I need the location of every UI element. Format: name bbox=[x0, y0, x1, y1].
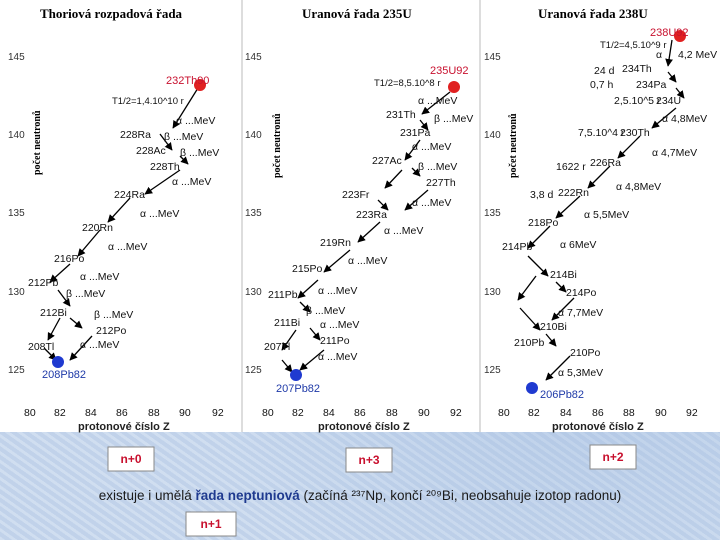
label-isotope: 210Pb bbox=[514, 337, 545, 349]
footer-note bbox=[0, 488, 720, 504]
label-232Th: 232Th90 bbox=[166, 75, 210, 87]
series-label-neptunium: n+1 bbox=[200, 517, 222, 531]
x-tick: 86 bbox=[354, 407, 366, 419]
label-halflife: 7,5.10^4 r bbox=[578, 127, 625, 139]
label-isotope: 227Th bbox=[426, 177, 456, 189]
label-decay: α ...MeV bbox=[418, 95, 458, 107]
label-decay: β ...MeV bbox=[66, 288, 106, 300]
y-tick: 140 bbox=[245, 130, 262, 141]
label-decay: α ...MeV bbox=[80, 271, 120, 283]
label-isotope: 226Ra bbox=[590, 157, 621, 169]
label-isotope: 231Pa bbox=[400, 127, 431, 139]
x-axis-label-thorium: protonové číslo Z bbox=[78, 421, 170, 433]
panel-title-uranium235: Uranová řada 235U bbox=[302, 6, 412, 21]
end-isotope-dot bbox=[290, 369, 302, 381]
label-decay: α ...MeV bbox=[172, 176, 212, 188]
x-axis-label-uranium238: protonové číslo Z bbox=[552, 421, 644, 433]
x-tick: 80 bbox=[24, 407, 36, 419]
label-207Pb: 207Pb82 bbox=[276, 383, 321, 395]
label-isotope: 223Ra bbox=[356, 209, 387, 221]
y-axis-label-uranium238: počet neutronů bbox=[508, 113, 519, 178]
label-energy: 4,2 MeV bbox=[678, 49, 718, 61]
x-tick: 92 bbox=[686, 407, 698, 419]
series-label-box-thorium bbox=[108, 447, 154, 471]
label-halflife: 24 d bbox=[594, 65, 615, 77]
label-decay: α ...MeV bbox=[412, 197, 452, 209]
x-tick: 90 bbox=[179, 407, 191, 419]
panel-title-uranium238: Uranová řada 238U bbox=[538, 6, 648, 21]
label-decay: β ...MeV bbox=[94, 309, 134, 321]
x-tick: 84 bbox=[560, 407, 572, 419]
label-decay: β ...MeV bbox=[180, 147, 220, 159]
label-decay: α bbox=[656, 49, 663, 61]
x-ticks bbox=[24, 407, 698, 419]
footer-text-pre: existuje i umělá bbox=[98, 488, 196, 503]
label-decay: α 5,5MeV bbox=[584, 209, 630, 221]
y-tick: 130 bbox=[484, 287, 501, 298]
label-isotope: 219Rn bbox=[320, 237, 351, 249]
start-isotope-dot bbox=[448, 81, 460, 93]
label-isotope: 222Rn bbox=[558, 187, 589, 199]
label-decay: α ...MeV bbox=[318, 351, 358, 363]
label-isotope: 208Tl bbox=[28, 341, 55, 353]
label-decay: β ...MeV bbox=[434, 113, 474, 125]
label-decay: β ...MeV bbox=[164, 131, 204, 143]
label-208Pb: 208Pb82 bbox=[42, 369, 87, 381]
label-isotope: 210Bi bbox=[540, 321, 567, 333]
footer-text-post: (začíná ²³⁷Np, končí ²⁰⁹Bi, neobsahuje izotop radonu) bbox=[299, 488, 622, 503]
x-tick: 80 bbox=[262, 407, 274, 419]
x-tick: 86 bbox=[592, 407, 604, 419]
y-tick: 145 bbox=[484, 52, 501, 63]
series-label-thorium: n+0 bbox=[120, 452, 142, 466]
label-isotope: 228Ra bbox=[120, 129, 151, 141]
label-isotope: 228Th bbox=[150, 161, 180, 173]
label-decay: α ...MeV bbox=[320, 319, 360, 331]
label-halflife: 2,5.10^5 r bbox=[614, 95, 661, 107]
label-isotope: 214Pb bbox=[502, 241, 533, 253]
x-tick: 82 bbox=[54, 407, 66, 419]
y-axis-label-uranium235: počet neutronů bbox=[272, 113, 283, 178]
label-isotope: 224Ra bbox=[114, 189, 145, 201]
y-tick: 140 bbox=[8, 130, 25, 141]
label-isotope: 216Po bbox=[54, 253, 85, 265]
label-decay: α ...MeV bbox=[80, 339, 120, 351]
label-halflife: T1/2=1,4.10^10 r bbox=[112, 96, 184, 107]
panel-thorium-bg bbox=[0, 0, 242, 432]
label-isotope: 234U bbox=[656, 95, 682, 107]
label-decay: α 7,7MeV bbox=[558, 307, 604, 319]
y-tick: 125 bbox=[245, 365, 262, 376]
series-label-box-uranium235 bbox=[346, 448, 392, 472]
x-tick: 90 bbox=[418, 407, 430, 419]
label-isotope: 234Pa bbox=[636, 79, 667, 91]
label-isotope: 207Tl bbox=[264, 341, 291, 353]
label-isotope: 211Bi bbox=[274, 317, 301, 329]
label-isotope: 214Po bbox=[566, 287, 597, 299]
y-tick: 145 bbox=[245, 52, 262, 63]
label-decay: α 6MeV bbox=[560, 239, 597, 251]
label-decay: α 4,8MeV bbox=[616, 181, 662, 193]
label-decay: α ...MeV bbox=[318, 285, 358, 297]
label-isotope: 212Po bbox=[96, 325, 127, 337]
y-tick: 125 bbox=[484, 365, 501, 376]
label-decay: α ...MeV bbox=[384, 225, 424, 237]
y-tick: 140 bbox=[484, 130, 501, 141]
label-decay: α ...MeV bbox=[348, 255, 388, 267]
label-decay: α ...MeV bbox=[140, 208, 180, 220]
footer-text-emphasis: řada neptuniová bbox=[195, 488, 300, 503]
label-206Pb: 206Pb82 bbox=[540, 389, 585, 401]
label-isotope: 211Pb bbox=[268, 289, 298, 301]
x-tick: 84 bbox=[85, 407, 97, 419]
y-tick: 135 bbox=[8, 208, 25, 219]
y-tick: 125 bbox=[8, 365, 25, 376]
y-axis-label-thorium: počet neutronů bbox=[32, 110, 43, 175]
label-235U: 235U92 bbox=[430, 65, 469, 77]
y-tick: 135 bbox=[245, 208, 262, 219]
series-label-uranium235: n+3 bbox=[358, 453, 380, 467]
label-decay: β ...MeV bbox=[418, 161, 458, 173]
label-decay: β ...MeV bbox=[306, 305, 346, 317]
label-isotope: 212Pb bbox=[28, 277, 59, 289]
y-tick: 130 bbox=[8, 287, 25, 298]
label-isotope: 230Th bbox=[620, 127, 650, 139]
x-axis-label-uranium235: protonové číslo Z bbox=[318, 421, 410, 433]
series-label-box-neptunium bbox=[186, 512, 236, 536]
end-isotope-dot bbox=[52, 356, 64, 368]
label-isotope: 214Bi bbox=[550, 269, 577, 281]
label-isotope: 234Th bbox=[622, 63, 652, 75]
x-tick: 92 bbox=[212, 407, 224, 419]
x-tick: 90 bbox=[655, 407, 667, 419]
label-decay: α ...MeV bbox=[108, 241, 148, 253]
x-tick: 80 bbox=[498, 407, 510, 419]
label-isotope: 218Po bbox=[528, 217, 559, 229]
label-isotope: 210Po bbox=[570, 347, 601, 359]
label-decay: α 4,8MeV bbox=[662, 113, 708, 125]
x-tick: 88 bbox=[148, 407, 160, 419]
label-isotope: 215Po bbox=[292, 263, 323, 275]
label-decay: α 4,7MeV bbox=[652, 147, 698, 159]
series-label-box-uranium238 bbox=[590, 445, 636, 469]
y-tick: 145 bbox=[8, 52, 25, 63]
label-isotope: 220Rn bbox=[82, 222, 113, 234]
x-tick: 82 bbox=[292, 407, 304, 419]
x-tick: 86 bbox=[116, 407, 128, 419]
label-halflife: 0,7 h bbox=[590, 79, 614, 91]
end-isotope-dot bbox=[526, 382, 538, 394]
label-isotope: 211Po bbox=[320, 335, 350, 347]
label-halflife: 1622 r bbox=[556, 161, 586, 173]
label-isotope: 212Bi bbox=[40, 307, 67, 319]
label-halflife: 3,8 d bbox=[530, 189, 554, 201]
label-decay: α 5,3MeV bbox=[558, 367, 604, 379]
label-decay: α ...MeV bbox=[176, 115, 216, 127]
x-tick: 92 bbox=[450, 407, 462, 419]
panel-title-thorium: Thoriová rozpadová řada bbox=[40, 6, 183, 21]
series-label-uranium238: n+2 bbox=[602, 450, 624, 464]
x-tick: 82 bbox=[528, 407, 540, 419]
label-isotope: 227Ac bbox=[372, 155, 402, 167]
label-isotope: 223Fr bbox=[342, 189, 370, 201]
x-tick: 88 bbox=[386, 407, 398, 419]
x-tick: 88 bbox=[623, 407, 635, 419]
label-238U: 238U92 bbox=[650, 27, 689, 39]
label-halflife: T1/2=4,5.10^9 r bbox=[600, 40, 667, 51]
label-isotope: 231Th bbox=[386, 109, 416, 121]
label-halflife: T1/2=8,5.10^8 r bbox=[374, 78, 441, 89]
label-decay: α ...MeV bbox=[412, 141, 452, 153]
y-tick: 130 bbox=[245, 287, 262, 298]
label-isotope: 228Ac bbox=[136, 145, 166, 157]
y-tick: 135 bbox=[484, 208, 501, 219]
x-tick: 84 bbox=[323, 407, 335, 419]
